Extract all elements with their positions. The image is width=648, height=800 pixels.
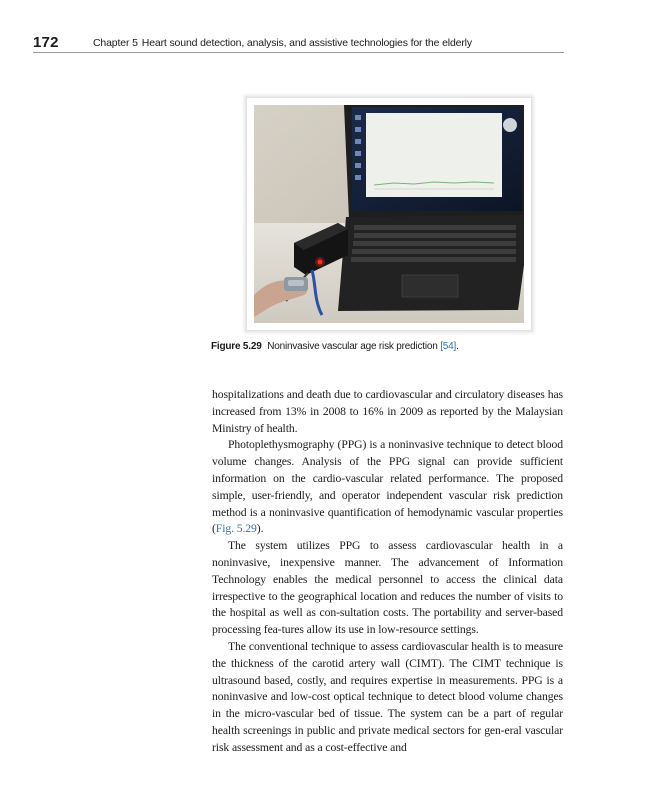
chapter-title: Heart sound detection, analysis, and assistive technologies for the elderly: [141, 37, 472, 49]
laptop-device-photo: [254, 105, 524, 323]
paragraph-2-end: ).: [256, 522, 264, 536]
running-header: [33, 34, 564, 53]
chapter-label: Chapter 5: [93, 37, 138, 49]
paragraph-2: [212, 437, 563, 538]
paragraph-3: The system utilizes PPG to assess cardiovascular health in a noninvasive, inexpensive manner. The advancement of Information Technology enables the medical personnel to access the clinical data irrespective to the geographical location and reduces the number of visits to the hospital as well as con-sultation costs. The portability and server-based processing fea-tures allow its use in low-resource settings.: [212, 539, 563, 637]
page-number: 172: [33, 34, 59, 51]
caption-period: .: [456, 341, 459, 352]
figure-caption-text: Noninvasive vascular age risk prediction: [267, 341, 438, 352]
figure-photo: [246, 97, 532, 331]
figure-reference-link[interactable]: [54]: [440, 341, 457, 352]
paragraph-4: The conventional technique to assess cardiovascular health is to measure the thickness of the carotid artery wall (CIMT). The CIMT technique is ultrasound based, costly, and requires expertise in measurements. PPG is a noninvasive and low-cost optical technique to detect blood volume changes in the micro-vascular bed of tissue. The system can be a part of regular health screenings in public and private medical sectors for gen-eral vascular risk assessment and as a cost-effective and: [212, 639, 563, 754]
figure-label: Figure 5.29: [211, 341, 262, 352]
paragraph-2-text: Photoplethysmography (PPG) is a noninvasive technique to detect blood volume changes. Analysis of the PPG signal can provide sufficient information on the cardio-vascular related performance. The proposed simple, user-friendly, and operator independent vascular risk prediction method is a noninvasive quantification of hemodynamic vascular properties (: [212, 438, 563, 536]
figure-caption: [211, 341, 571, 352]
body-text: [212, 387, 563, 757]
chapter-heading: [93, 37, 472, 49]
paragraph-1: hospitalizations and death due to cardiovascular and circulatory diseases has increased from 13% in 2008 to 16% in 2009 as reported by the Malaysian Ministry of health.: [212, 388, 563, 435]
figure-cross-reference-link[interactable]: Fig. 5.29: [215, 522, 257, 536]
